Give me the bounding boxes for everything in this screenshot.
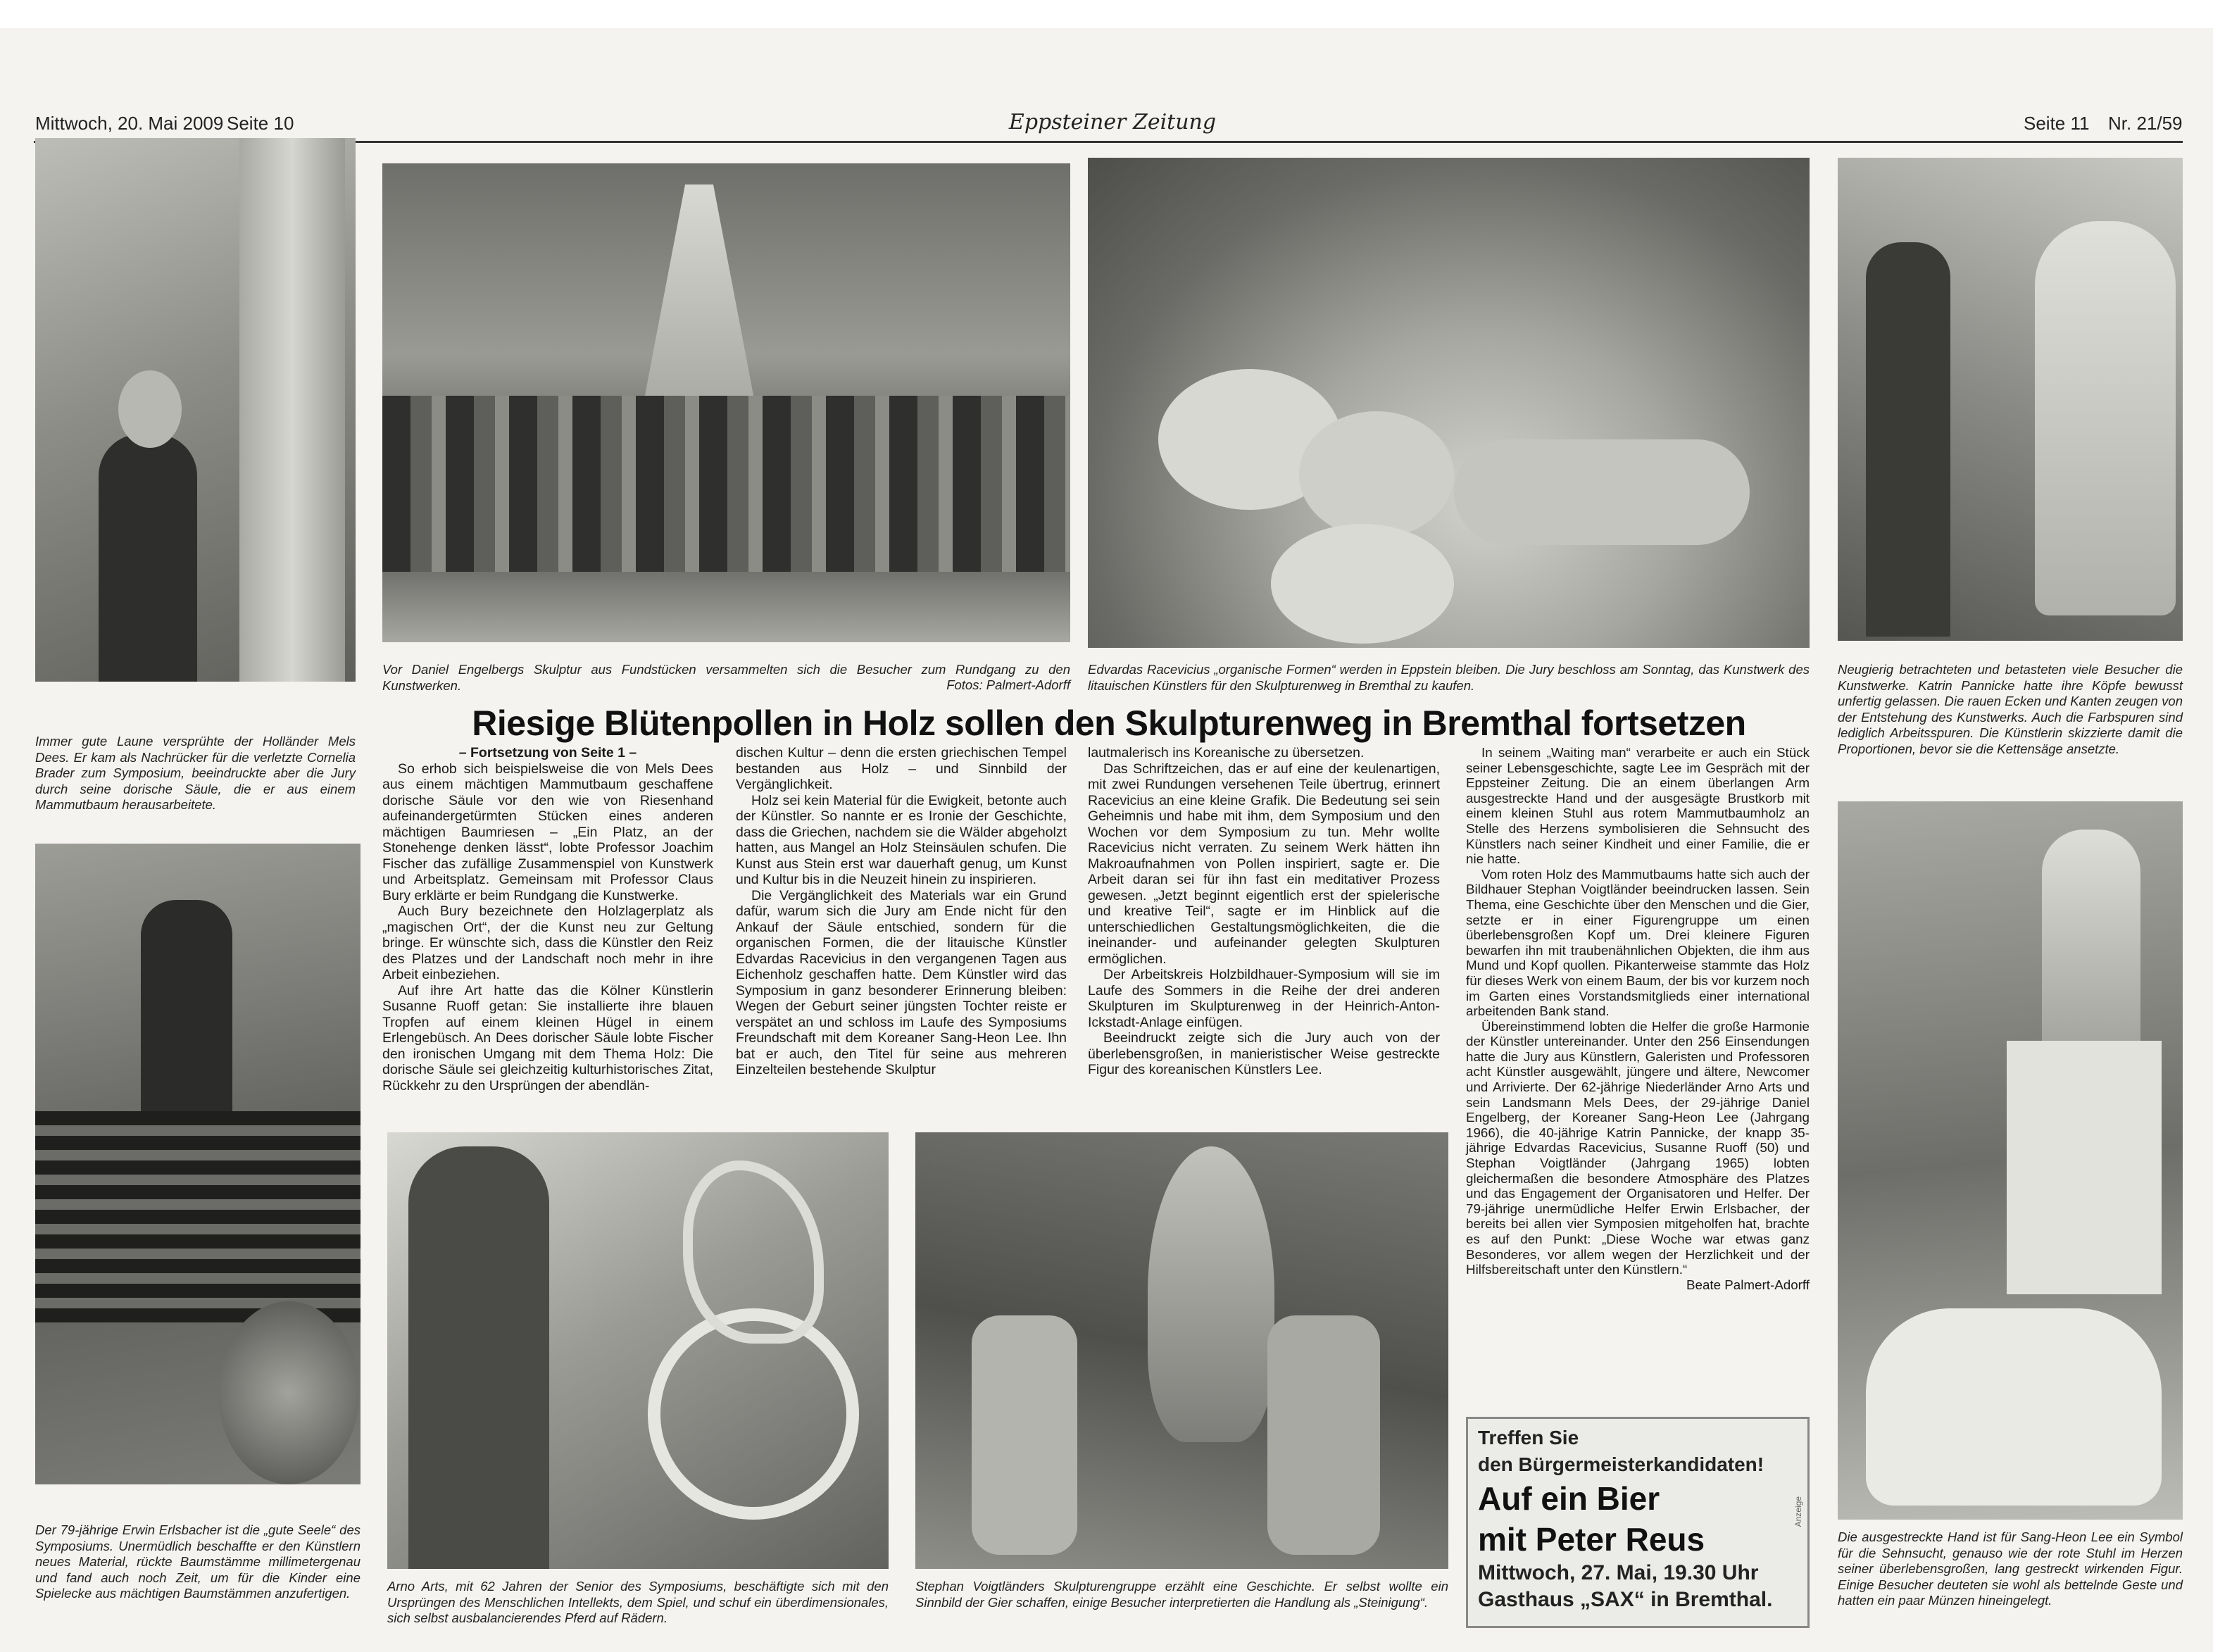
caption-visitors: Vor Daniel Engelbergs Skulptur aus Fundstücken versammelten sich die Besucher zum Rundgang zu den Kunstwerken. <box>382 662 1070 693</box>
article-paragraph: Übereinstimmend lobten die Helfer die große Harmonie der Künstler untereinander. Unter den 256 Einsendungen hatte die Jury aus Künstlern, Galeristen und Professoren acht Künstler ausgewählt, jüngere und ältere, Newcomer und Arrivierte. Der 62-jährige Niederländer Arno Arts und sein Landsmann Mels Dees, der 29-jährige Daniel Engelberg, der Koreaner Sang-Heon Lee (Jahrgang 1966), die 40-jährige Katrin Pannicke, der knapp 35-jährige Edvardas Racevicius, Susanne Ruoff (50) und Stephan Voigtländer (Jahrgang 1965) lobten gleichermaßen die besondere Atmosphäre des Platzes und das Engagement der Organisatoren und Helfer. Der 79-jährige unermüdliche Helfer Erwin Erlsbacher, der bereits bei allen vier Symposien mitgeholfen hat, brachte es auf den Punkt: „Diese Woche war etwas ganz Besonderes, vor allem wegen der Herzlichkeit und der Hilfsbereitschaft unter den Künstlern.“ <box>1466 1018 1810 1277</box>
caption-erlsbacher: Der 79-jährige Erwin Erlsbacher ist die „gute Seele“ des Symposiums. Unermüdlich beschaffte er den Künstlern neues Material, rückte Baumstämme millimetergenau und fand auch noch Zeit, um für die Kinder eine Spielecke aus mächtigen Baumstämmen anzufertigen. <box>35 1522 361 1601</box>
photo-big-head-shape <box>1148 1146 1274 1442</box>
caption-mels-dees: Immer gute Laune versprühte der Holländer Mels Dees. Er kam als Nachrücker für die verletzte Cornelia Brader zum Symposium, beeindruckte aber die Jury durch seine dorische Säule, die er aus einem Mammutbaum herausarbeitete. <box>35 734 356 812</box>
caption-pannicke: Neugierig betrachteten und betasteten viele Besucher die Kunstwerke. Katrin Pannicke hatte ihre Köpfe bewusst unfertig gelassen. Die rauen Ecken und Kanten zeugen von der Entstehung des Kunstwerks. Auch die Farbspuren sind lediglich Arbeitsspuren. Die Künstlerin skizzierte damit die Proportionen, bevor sie die Kettensäge ansetzte. <box>1838 662 2183 756</box>
ad-line-4: mit Peter Reus <box>1478 1521 1705 1558</box>
article-column-3 <box>1088 745 1440 1078</box>
caption-organic-forms: Edvardas Racevicius „organische Formen“ werden in Eppstein bleiben. Die Jury beschloss am Sonntag, das Kunstwerk des litauischen Künstlers für den Skulpturenweg in Bremthal zu kaufen. <box>1088 662 1810 693</box>
article-paragraph: Auf ihre Art hatte das die Kölner Künstlerin Susanne Ruoff getan: Sie installierte ihre blauen Tropfen auf einem kleinen Hügel in einem Erlengebüsch. An Dees dorischer Säule lobte Fischer den ironischen Umgang mit dem Thema Holz: Die dorische Säule sei gleichzeitig kulturhistorisches Zitat, Rückkehr zu den Ursprüngen der abendlän- <box>382 982 713 1094</box>
photo-voigtlaender <box>915 1132 1448 1569</box>
photo-person-shape <box>99 434 197 682</box>
article-paragraph: In seinem „Waiting man“ verarbeite er auch ein Stück seiner Lebensgeschichte, sagte Lee im Gespräch mit der Eppsteiner Zeitung. Die an einem überlangen Arm ausgestreckte Hand und der ausgesägte Brustkorb mit einem kleinen Stuhl aus rotem Mammutbaumholz an Stelle des Herzens symbolisieren die Sehnsucht des Künstlers nach seiner Kindheit und einer Familie, die er nie hatte. <box>1466 745 1810 867</box>
photo-worker-shape <box>141 900 232 1111</box>
photo-figure-shape-2 <box>1267 1315 1380 1555</box>
header-date: Mittwoch, 20. Mai 2009 <box>35 113 224 134</box>
header-issue: Nr. 21/59 <box>2108 113 2183 134</box>
caption-photo-credit: Fotos: Palmert-Adorff <box>946 677 1070 692</box>
article-column-4 <box>1466 745 1810 1292</box>
ad-line-1: Treffen Sie <box>1478 1427 1579 1448</box>
article-headline: Riesige Blütenpollen in Holz sollen den Skulpturenweg in Bremthal fortsetzen <box>472 703 1746 743</box>
article-paragraph: dischen Kultur – denn die ersten griechischen Tempel bestanden aus Holz – und Sinnbild der Vergänglichkeit. <box>736 745 1067 792</box>
caption-voigtlaender: Stephan Voigtländers Skulpturengruppe erzählt eine Geschichte. Er selbst wollte ein Sinnbild der Gier schaffen, einige Besucher interpretierten die Handlung als „Steinigung“. <box>915 1579 1448 1610</box>
photo-visitor-shape <box>1866 242 1950 637</box>
photo-column-shape <box>239 138 345 682</box>
header-page-left: Seite 10 <box>227 113 294 134</box>
photo-arno-arts <box>387 1132 889 1569</box>
photo-mels-dees <box>35 138 356 682</box>
photo-form-shape-3 <box>1454 439 1750 545</box>
photo-horse-outline-shape <box>683 1160 824 1344</box>
photo-head-sculpture-shape <box>2035 221 2176 615</box>
photo-erlsbacher <box>35 844 361 1484</box>
photo-artist-shape <box>408 1146 549 1569</box>
article-paragraph: So erhob sich beispielsweise die von Mels Dees aus einem mächtigen Mammutbaum geschaffene dorische Säule vor den wie von Riesenhand aufeinandergetürmten Stücken eines anderen mächtigen Baumriesen – „Ein Platz, an der Stonehenge denken lässt“, lobte Professor Joachim Fischer das zufällige Zusammenspiel von Kunstwerk und Arbeitsplatz. Gemeinsam mit Professor Claus Bury erklärte er beim Rundgang die Kunstwerke. <box>382 761 713 903</box>
ad-tag: Anzeige <box>1793 1496 1803 1527</box>
article-paragraph: Holz sei kein Material für die Ewigkeit, betonte auch der Künstler. So nannte er es Ironie der Geschichte, dass die Griechen, nachdem sie die Wälder abgeholzt hatten, aus Mangel an Holz Steinsäulen schufen. Die Kunst aus Stein erst war dauerhaft genug, um Kunst und Kultur bis in die Neuzeit hinein zu inspirieren. <box>736 792 1067 887</box>
photo-crowd-shape <box>382 396 1070 572</box>
photo-hand-shape <box>1866 1308 2162 1506</box>
photo-visitors-group <box>382 163 1070 642</box>
photo-pannicke-heads <box>1838 158 2183 641</box>
article-paragraph: Vom roten Holz des Mammutbaums hatte sich auch der Bildhauer Stephan Voigtländer beeindrucken lassen. Sein Thema, eine Geschichte über den Menschen und die Gier, setzte er in einer Figurengruppe um einen überlebensgroßen Kopf um. Drei kleinere Figuren bewarfen ihn mit traubenähnlichen Objekten, die ihm aus Mund und Kopf quollen. Pikanterweise stammte das Holz für dieses Werk von einem Baum, der bis vor kurzem noch im Garten eines Vorstandsmitglieds einer international arbeitenden Bank stand. <box>1466 866 1810 1019</box>
article-column-1 <box>382 745 713 1094</box>
advertisement-box <box>1466 1417 1810 1628</box>
article-paragraph: Die Vergänglichkeit des Materials war ein Grund dafür, warum sich die Jury am Ende nicht für den Ankauf der Säule entschied, sondern für die organischen Formen, die der litauische Künstler Edvardas Racevicius in den vergangenen Tagen aus Eichenholz geschaffen hatte. Dem Künstler wird das Symposium in ganz besonderer Erinnerung bleiben: Wegen der Geburt seiner jüngsten Tochter reiste er verspätet an und schloss im Laufe des Symposiums Freundschaft mit dem Koreaner Sang-Heon Lee. Ihn bat er auch, den Titel für seine aus mehreren Einzelteilen bestehende Skulptur <box>736 887 1067 1077</box>
photo-figure-shape-1 <box>972 1315 1077 1555</box>
article-paragraph: Das Schriftzeichen, das er auf eine der keulenartigen, mit zwei Rundungen versehenen Teile übertrug, erinnert Racevicius an eine kleine Grafik. Die Bedeutung sei sein Geheimnis und habe mit ihm, dem Symposium und den Wochen vor dem Symposium zu tun. Mehr wollte Racevicius nicht verraten. Zu seinem Werk hätten ihn Makroaufnahmen von Pollen inspiriert, sagte er. Die Arbeit daran sei für ihn fast ein meditativer Prozess gewesen. „Jetzt beginnt eigentlich erst der spielerische und kreative Teil“, sagte er im Hinblick auf die unterschiedlichen Gestaltungsmöglichkeiten, die die ineinander- und aufeinander gelegten Skulpturen ermöglichen. <box>1088 761 1440 967</box>
photo-tall-figure-shape <box>2042 830 2140 1055</box>
article-paragraph: Auch Bury bezeichnete den Holzlagerplatz als „magischen Ort“, der die Kunst neu zur Geltung bringe. Er wünschte sich, dass die Künstler den Reiz des Platzes und der Landschaft noch mehr in ihre Arbeit einbeziehen. <box>382 903 713 982</box>
photo-log-shape <box>218 1301 359 1484</box>
photo-form-shape-2 <box>1299 411 1454 538</box>
article-paragraph: Der Arbeitskreis Holzbildhauer-Symposium will sie im Laufe des Sommers in die Reihe der drei anderen Skulpturen im Skulpturenweg in der Heinrich-Anton-Ickstadt-Anlage einfügen. <box>1088 967 1440 1030</box>
photo-organic-forms <box>1088 158 1810 648</box>
caption-arno-arts: Arno Arts, mit 62 Jahren der Senior des Symposiums, beschäftigte sich mit den Ursprüngen des Menschlichen Intellekts, dem Spiel, und schuf ein überdimensionales, sich selbst ausbalancierendes Pferd auf Rädern. <box>387 1579 889 1625</box>
ad-line-3: Auf ein Bier <box>1478 1480 1660 1517</box>
photo-torso-shape <box>2007 1041 2162 1294</box>
article-kicker: – Fortsetzung von Seite 1 – <box>458 745 637 761</box>
photo-form-shape-4 <box>1271 524 1454 644</box>
photo-sang-heon-lee <box>1838 801 2183 1520</box>
article-paragraph: Beeindruckt zeigte sich die Jury auch von der überlebensgroßen, in manieristischer Weise gestreckte Figur des koreanischen Künstlers Lee. <box>1088 1030 1440 1077</box>
caption-sang-heon-lee: Die ausgestreckte Hand ist für Sang-Heon Lee ein Symbol für die Sehnsucht, genauso wie der rote Stuhl im Herzen seiner überlebensgroßen, lang gestreckt wirkenden Figur. Einige Besucher deuteten sie wohl als bettelnde Geste und hatten ein paar Münzen hineingelegt. <box>1838 1529 2183 1608</box>
header-page-right: Seite 11 <box>2024 113 2090 134</box>
header-rule <box>34 141 2183 143</box>
masthead: Eppsteiner Zeitung <box>1008 110 1217 134</box>
ad-line-6: Gasthaus „SAX“ in Bremthal. <box>1478 1588 1773 1611</box>
photo-machine-shape <box>35 1111 361 1322</box>
article-paragraph: lautmalerisch ins Koreanische zu übersetzen. <box>1088 745 1365 761</box>
ad-line-2: den Bürgermeisterkandidaten! <box>1478 1453 1764 1475</box>
newspaper-spread <box>0 28 2213 1652</box>
ad-line-5: Mittwoch, 27. Mai, 19.30 Uhr <box>1478 1561 1759 1584</box>
photo-head-shape <box>118 370 182 448</box>
article-signature: Beate Palmert-Adorff <box>1686 1277 1810 1292</box>
article-column-2 <box>736 745 1067 1078</box>
